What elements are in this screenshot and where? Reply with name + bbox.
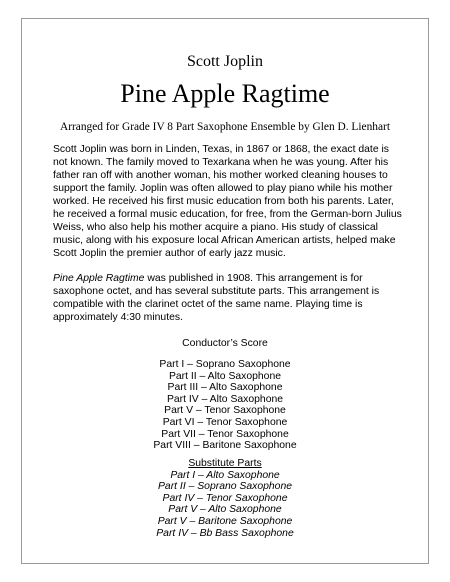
biography-line: Scott Joplin the premier author of early jazz music.	[53, 248, 286, 260]
biography-line: Scott Joplin was born in Linden, Texas, in 1867 or 1868, the exact date is	[53, 144, 389, 155]
work-title-italic: Pine Apple Ragtime	[53, 273, 145, 284]
part-item: Part II – Alto Saxophone	[168, 370, 282, 382]
biography-line: father ran off with another woman, his mother worked cleaning houses to	[53, 170, 388, 182]
substitute-part-item: Part V – Alto Saxophone	[168, 504, 282, 516]
biography-paragraph	[53, 143, 423, 260]
arrangement-note-line	[53, 272, 423, 285]
substitute-part-item: Part I – Alto Saxophone	[170, 469, 280, 481]
parts-list	[22, 359, 428, 452]
biography-line: worked. He received his first music education from both his parents. Later,	[53, 196, 394, 208]
part-item: Part III – Alto Saxophone	[167, 382, 283, 394]
substitute-parts-heading: Substitute Parts	[188, 458, 262, 469]
composer-name: Scott Joplin	[186, 53, 263, 70]
part-item: Part VII – Tenor Saxophone	[161, 428, 289, 440]
arrangement-note-line: compatible with the clarinet octet of the same name. Playing time is	[53, 299, 363, 311]
document-page	[21, 18, 429, 564]
arranger-credit: Arranged for Grade IV 8 Part Saxophone Ensemble by Glen D. Lienhart	[59, 121, 391, 133]
biography-line: not known. The family moved to Texarkana when he was young. After his	[53, 157, 389, 169]
biography-line: music, along with his exposure local African American artists, helped make	[53, 235, 396, 247]
biography-line: support the family. Joplin was often allowed to play piano while his mother	[53, 183, 393, 195]
biography-line: Weiss, who also help his mother acquire a piano. His study of classical	[53, 222, 378, 234]
part-item: Part V – Tenor Saxophone	[164, 405, 286, 417]
piece-title: Pine Apple Ragtime	[120, 79, 330, 108]
arrangement-note-line: saxophone octet, and has several substitute parts. This arrangement is	[53, 286, 380, 298]
part-item: Part IV – Alto Saxophone	[166, 393, 284, 405]
part-item: Part I – Soprano Saxophone	[159, 359, 291, 370]
arrangement-note-paragraph	[53, 272, 423, 324]
substitute-part-item: Part II – Soprano Saxophone	[157, 481, 293, 493]
conductor-score-label: Conductor’s Score	[182, 338, 268, 349]
substitute-parts-list	[22, 458, 428, 539]
substitute-part-item: Part IV – Bb Bass Saxophone	[156, 527, 294, 539]
part-item: Part VIII – Baritone Saxophone	[153, 440, 297, 452]
substitute-part-item: Part V – Baritone Saxophone	[157, 515, 293, 527]
biography-line: he received a formal music education, for free, from the German-born Julius	[53, 209, 402, 221]
arrangement-note-text: was published in 1908. This arrangement is for	[144, 273, 363, 284]
part-item: Part VI – Tenor Saxophone	[162, 416, 288, 428]
arrangement-note-line: approximately 4:30 minutes.	[53, 312, 183, 324]
substitute-part-item: Part IV – Tenor Saxophone	[162, 492, 288, 504]
